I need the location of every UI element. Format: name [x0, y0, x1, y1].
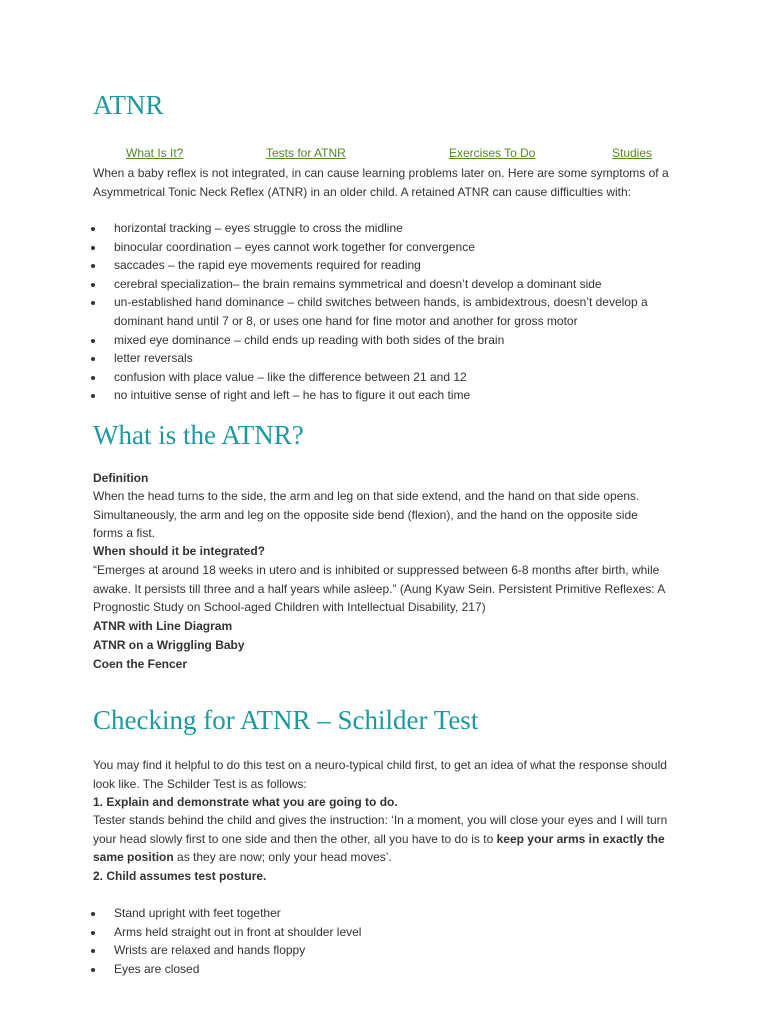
section-heading-schilder: Checking for ATNR – Schilder Test [93, 705, 479, 735]
nav-link-studies[interactable]: Studies [612, 146, 653, 160]
list-item: confusion with place value – like the difference between 21 and 12 [93, 368, 663, 387]
list-item: mixed eye dominance – child ends up reading with both sides of the brain [93, 331, 663, 350]
tester-text-bold: keep your arms in exactly the same position [93, 831, 665, 865]
list-item: un-established hand dominance – child switches between hands, is ambidextrous, doesn’t develop a dominant hand until 7 or 8, or uses one hand for fine motor and another for gross motor [93, 293, 663, 330]
section-nav [93, 146, 653, 162]
step-2-title: 2. Child assumes test posture. [93, 869, 267, 883]
posture-list [93, 904, 663, 978]
definition-title: Definition [93, 471, 149, 485]
link-line-diagram[interactable]: ATNR with Line Diagram [93, 619, 233, 633]
integration-title: When should it be integrated? [93, 544, 265, 558]
nav-link-exercises[interactable]: Exercises To Do [449, 146, 536, 160]
list-item: Eyes are closed [93, 960, 663, 979]
list-item: horizontal tracking – eyes struggle to cross the midline [93, 219, 663, 238]
list-item: cerebral specialization– the brain remains symmetrical and doesn’t develop a dominant side [93, 275, 663, 294]
link-wriggling-baby[interactable]: ATNR on a Wriggling Baby [93, 638, 245, 652]
step-1-title: 1. Explain and demonstrate what you are going to do. [93, 795, 398, 809]
definition-text: When the head turns to the side, the arm and leg on that side extend, and the hand on that side opens. Simultaneously, the arm and leg on the opposite side bend (flexion), and the hand on the opposite side forms a fist. [93, 489, 640, 541]
list-item: no intuitive sense of right and left – he has to figure it out each time [93, 386, 663, 405]
list-item: saccades – the rapid eye movements required for reading [93, 256, 663, 275]
schilder-intro: You may find it helpful to do this test on a neuro-typical child first, to get an idea of what the response should look like. The Schilder Test is as follows: [93, 758, 667, 791]
nav-link-what-is-it[interactable]: What Is It? [126, 146, 184, 160]
list-item: Arms held straight out in front at shoulder level [93, 923, 663, 942]
list-item: Stand upright with feet together [93, 904, 663, 923]
list-item: binocular coordination – eyes cannot work together for convergence [93, 238, 663, 257]
link-coen-fencer[interactable]: Coen the Fencer [93, 657, 188, 671]
integration-text: “Emerges at around 18 weeks in utero and is inhibited or suppressed between 6-8 months after birth, while awake. It persists till three and a half years while asleep.” (Aung Kyaw Sein. Persistent Primitive Reflexes: A Prognostic Study on School-aged Children with Intellectual Disability, 217) [93, 563, 665, 615]
list-item: letter reversals [93, 349, 663, 368]
section-heading-what-is: What is the ATNR? [93, 420, 304, 450]
list-item: Wrists are relaxed and hands floppy [93, 941, 663, 960]
nav-link-tests[interactable]: Tests for ATNR [266, 146, 346, 160]
tester-instruction [93, 811, 671, 867]
intro-paragraph: When a baby reflex is not integrated, in can cause learning problems later on. Here are some symptoms of a Asymmetrical Tonic Neck Reflex (ATNR) in an older child. A retained ATNR can cause difficulties with: [93, 166, 669, 199]
tester-text-a: Tester stands behind the child and gives the instruction: ‘In a moment, you will close your eyes and I will turn your head slowly first to one side and then the other, all you have to do is to [93, 813, 668, 846]
page-title: ATNR [93, 90, 164, 120]
tester-text-b: as they are now; only your head moves’. [173, 850, 392, 865]
symptoms-list [93, 219, 663, 405]
